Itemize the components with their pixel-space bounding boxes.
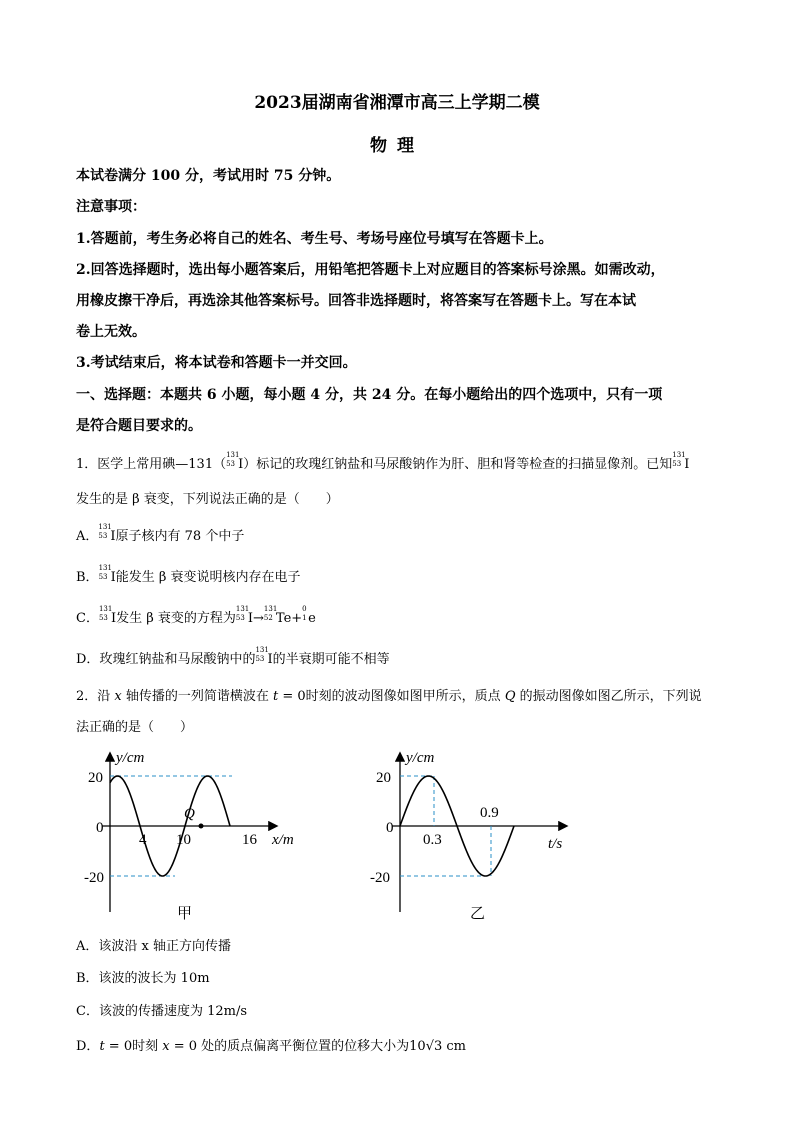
- x-tick-10: 10: [176, 832, 191, 848]
- note-item-2-line3: 卷上无效。: [76, 324, 146, 340]
- nuclide-i131: 131 53: [672, 451, 686, 468]
- notes-heading: 注意事项：: [76, 199, 146, 215]
- t-tick-03: 0.3: [423, 832, 442, 848]
- t-tick-09: 0.9: [480, 805, 499, 821]
- q2-stem-line2: 法正确的是（ ）: [76, 720, 194, 735]
- note-item-2-line2: 用橡皮擦干净后，再选涂其他答案标号。回答非选择题时，将答案写在答题卡上。写在本试: [76, 293, 636, 309]
- xlabel: x/m: [272, 832, 294, 848]
- xlabel: t/s: [548, 836, 563, 852]
- q2-option-d: D．t = 0时刻 x = 0 处的质点偏离平衡位置的位移大小为10√3 cm: [76, 1039, 466, 1054]
- exam-intro: 本试卷满分 100 分，考试用时 75 分钟。: [76, 168, 341, 184]
- caption-yi: 乙: [470, 906, 486, 922]
- point-q-label: Q: [184, 806, 195, 822]
- q1-option-c: C． 131 53 I发生 β 衰变的方程为 131 53 I→ 131 52 Te+ 0 1 e: [76, 605, 316, 626]
- q2-option-c: C．该波的传播速度为 12m/s: [76, 1004, 247, 1019]
- caption-jia: 甲: [177, 906, 193, 922]
- point-q: [199, 824, 204, 829]
- note-item-1: 1.答题前，考生务必将自己的姓名、考生号、考场号座位号填写在答题卡上。: [76, 231, 553, 247]
- q1-stem-line2: 发生的是 β 衰变，下列说法正确的是（ ）: [76, 492, 339, 507]
- y-tick-top: 20: [88, 770, 103, 786]
- x-tick-16: 16: [242, 832, 257, 848]
- note-item-2-line1: 2.回答选择题时，选出每小题答案后，用铅笔把答题卡上对应题目的答案标号涂黑。如需改动，: [76, 262, 665, 278]
- y-tick-bottom: -20: [370, 870, 390, 886]
- q1-option-d: D．玫瑰红钠盐和马尿酸钠中的 131 53 I的半衰期可能不相等: [76, 646, 390, 667]
- note-item-3: 3.考试结束后，将本试卷和答题卡一并交回。: [76, 355, 357, 371]
- page-title: 2023届湖南省湘潭市高三上学期二模: [254, 93, 540, 113]
- q2-option-b: B．该波的波长为 10m: [76, 971, 210, 986]
- section-heading-line1: 一、选择题：本题共 6 小题，每小题 4 分，共 24 分。在每小题给出的四个选项中，只有一项: [76, 387, 663, 403]
- subject-title: 物理: [370, 136, 424, 156]
- y-tick-zero: 0: [96, 820, 104, 836]
- y-tick-zero: 0: [386, 820, 394, 836]
- section-heading-line2: 是符合题目要求的。: [76, 418, 202, 434]
- x-tick-4: 4: [139, 832, 147, 848]
- y-tick-bottom: -20: [84, 870, 104, 886]
- ylabel: y/cm: [116, 750, 145, 766]
- ylabel: y/cm: [406, 750, 435, 766]
- y-tick-top: 20: [376, 770, 391, 786]
- q1-option-a: A． 131 53 I原子核内有 78 个中子: [76, 523, 245, 544]
- wave-graph-jia: [80, 740, 320, 930]
- q1-stem-line1: 1．医学上常用碘—131（ 131 53 I）标记的玫瑰红钠盐和马尿酸钠作为肝、胆和肾等检查的扫描显像剂。已知 131 53 I: [76, 451, 690, 472]
- q2-option-a: A．该波沿 x 轴正方向传播: [76, 939, 231, 954]
- q2-stem-line1: 2．沿 x 轴传播的一列简谐横波在 t = 0时刻的波动图像如图甲所示，质点 Q 的振动图像如图乙所示，下列说: [76, 689, 702, 704]
- q1-option-b: B． 131 53 I能发生 β 衰变说明核内存在电子: [76, 564, 301, 585]
- nuclide-i131: 131 53: [226, 451, 240, 468]
- vibration-graph-yi: [362, 740, 582, 930]
